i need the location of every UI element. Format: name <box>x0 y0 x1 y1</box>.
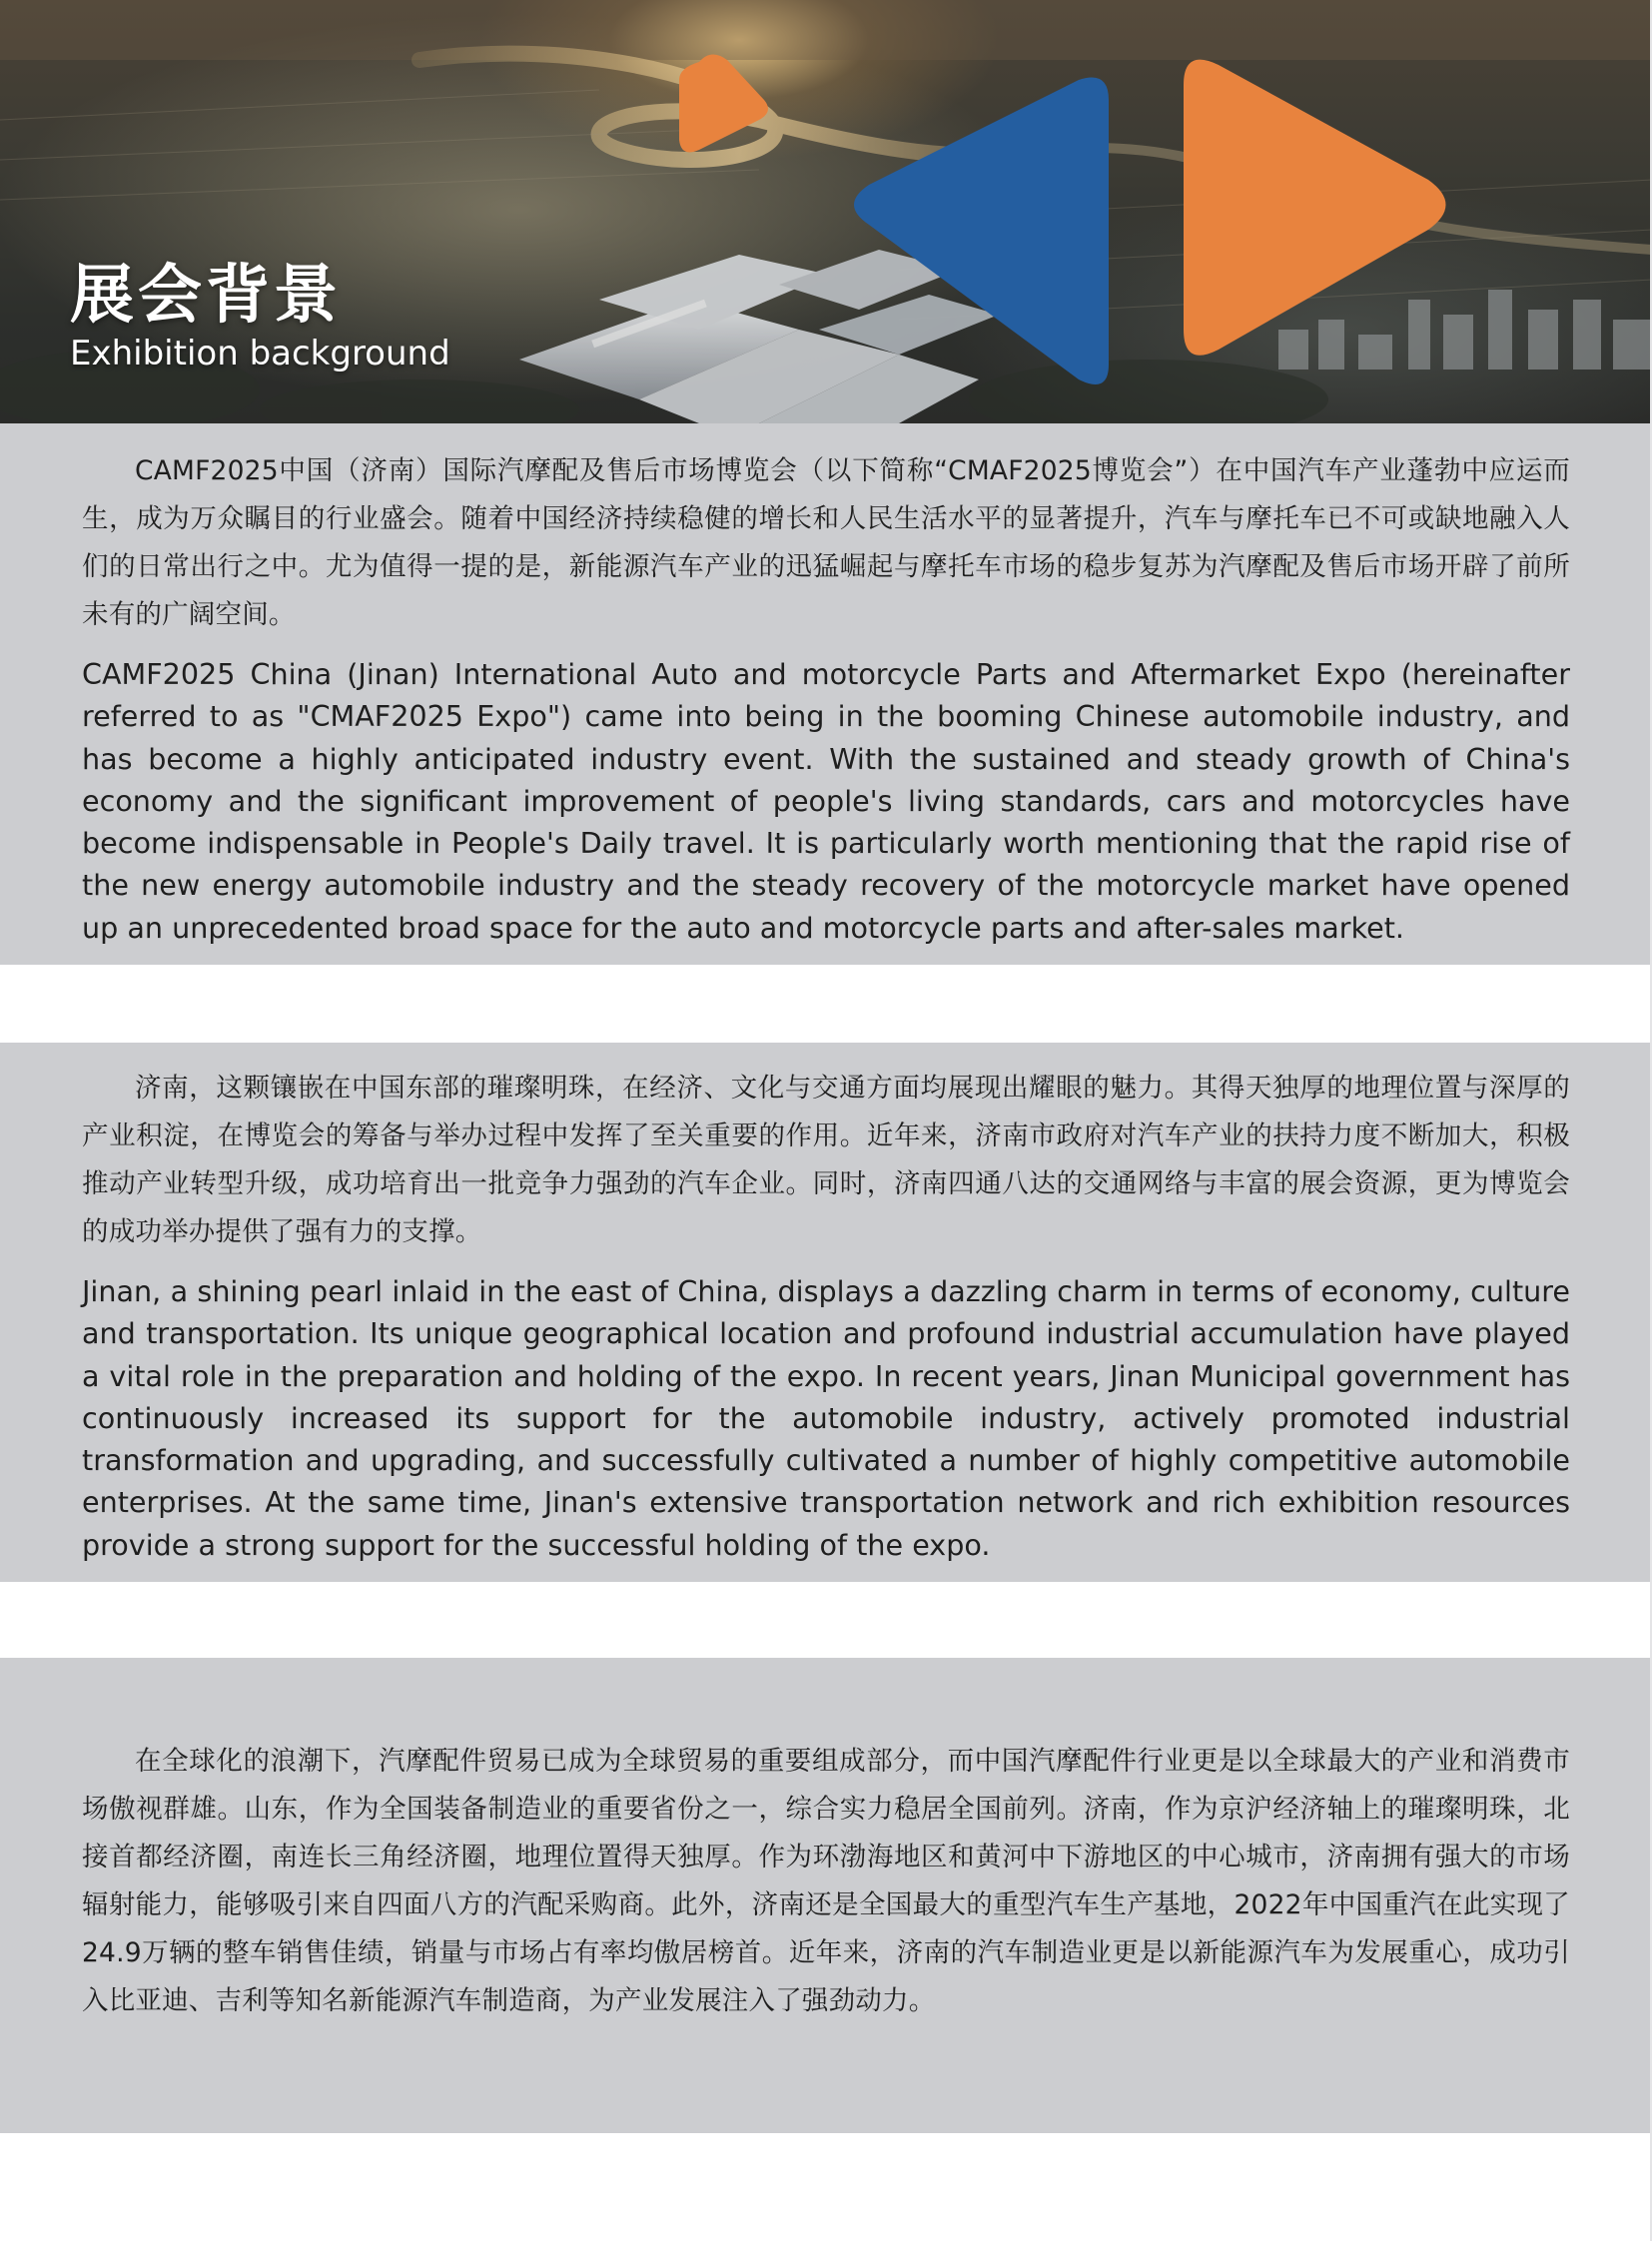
page-subtitle: Exhibition background <box>70 334 450 374</box>
section-global-trade <box>0 1658 1650 2133</box>
page-title: 展会背景 <box>70 259 342 333</box>
paragraph-zh: 济南，这颗镶嵌在中国东部的璀璨明珠，在经济、文化与交通方面均展现出耀眼的魅力。其得天独厚的地理位置与深厚的产业积淀，在博览会的筹备与举办过程中发挥了至关重要的作用。近年来，济南市政府对汽车产业的扶持力度不断加大，积极推动产业转型升级，成功培育出一批竞争力强劲的汽车企业。同时，济南四通八达的交通网络与丰富的展会资源，更为博览会的成功举办提供了强有力的支撑。 <box>82 1073 1570 1247</box>
header-banner <box>0 0 1652 423</box>
section-jinan <box>0 1043 1650 1582</box>
orange-right-triangle-icon <box>1184 60 1446 356</box>
paragraph-en: CAMF2025 China (Jinan) International Auto and motorcycle Parts and Aftermarket Expo (hereinafter referred to as "CMAF2025 Expo") came into being in the booming Chinese automobile industry, and has become a highly anticipated industry event. With the sustained and steady growth of China's economy and the significant improvement of people's living standards, cars and motorcycles have become indispensable in People's Daily travel. It is particularly worth mentioning that the rapid rise of the new energy automobile industry and the steady recovery of the motorcycle market have opened up an unprecedented broad space for the auto and motorcycle parts and after-sales market. <box>82 657 1570 945</box>
paragraph-zh: 在全球化的浪潮下，汽摩配件贸易已成为全球贸易的重要组成部分，而中国汽摩配件行业更是以全球最大的产业和消费市场傲视群雄。山东，作为全国装备制造业的重要省份之一，综合实力稳居全国前列。济南，作为京沪经济轴上的璀璨明珠，北接首都经济圈，南连长三角经济圈，地理位置得天独厚。作为环渤海地区和黄河中下游地区的中心城市，济南拥有强大的市场辐射能力，能够吸引来自四面八方的汽配采购商。此外，济南还是全国最大的重型汽车生产基地，2022年中国重汽在此实现了24.9万辆的整车销售佳绩，销量与市场占有率均傲居榜首。近年来，济南的汽车制造业更是以新能源汽车为发展重心，成功引入比亚迪、吉利等知名新能源汽车制造商，为产业发展注入了强劲动力。 <box>82 1746 1570 2016</box>
paragraph-zh: CAMF2025中国（济南）国际汽摩配及售后市场博览会（以下简称“CMAF2025博览会”）在中国汽车产业蓬勃中应运而生，成为万众瞩目的行业盛会。随着中国经济持续稳健的增长和人民生活水平的显著提升，汽车与摩托车已不可或缺地融入人们的日常出行之中。尤为值得一提的是，新能源汽车产业的迅猛崛起与摩托车市场的稳步复苏为汽摩配及售后市场开辟了前所未有的广阔空间。 <box>82 455 1570 630</box>
paragraph-en: Jinan, a shining pearl inlaid in the east of China, displays a dazzling charm in terms of economy, culture and transportation. Its unique geographical location and profound industrial accumulation have played a vital role in the preparation and holding of the expo. In recent years, Jinan Municipal government has continuously increased its support for the automobile industry, actively promoted industrial transformation and upgrading, and successfully cultivated a number of highly competitive automobile enterprises. At the same time, Jinan's extensive transportation network and rich exhibition resources provide a strong support for the successful holding of the expo. <box>82 1274 1570 1562</box>
section-intro <box>0 423 1650 965</box>
small-orange-triangle-icon <box>679 54 768 152</box>
